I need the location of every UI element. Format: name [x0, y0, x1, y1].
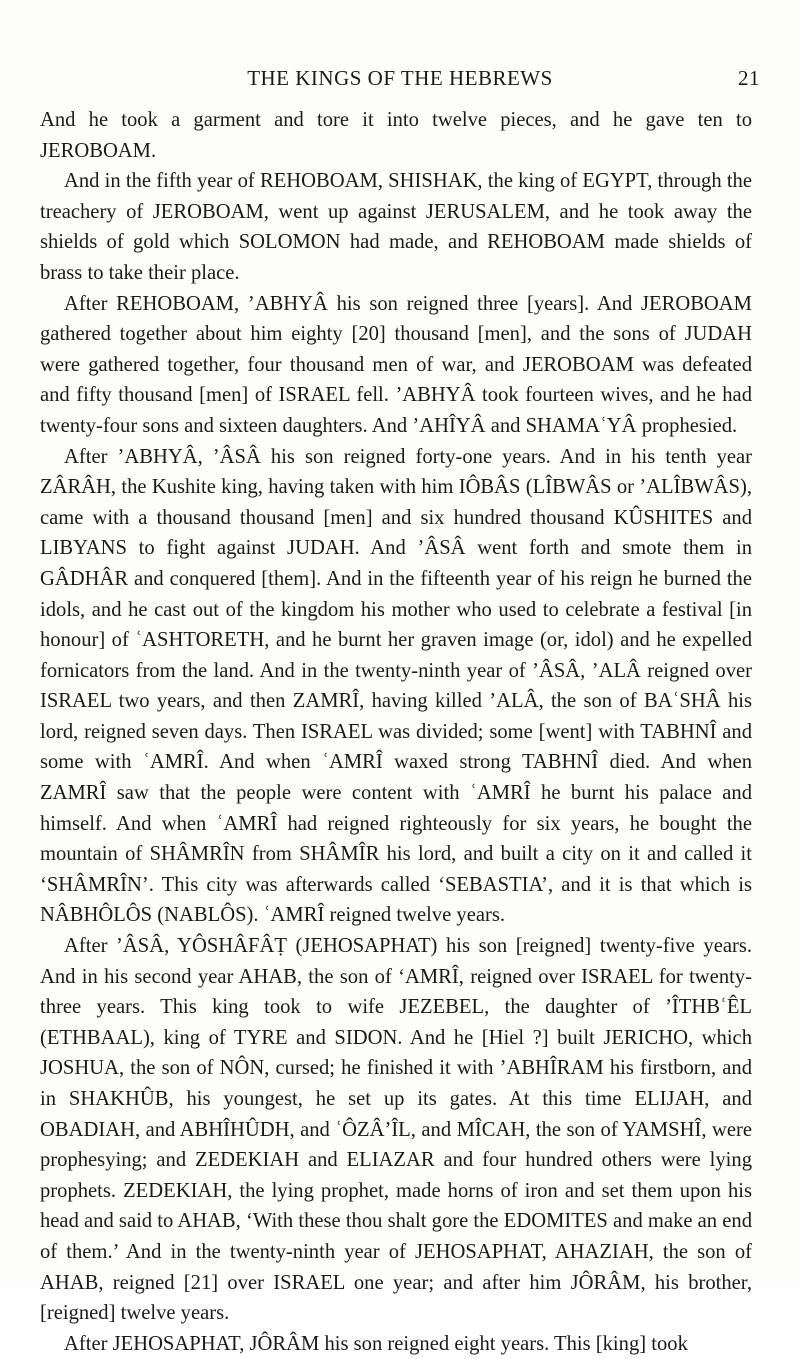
paragraph-5: After ’ÂSÂ, YÔSHÂFÂṬ (JEHOSAPHAT) his son [reigned] twenty-five years. And in his second year AHAB, the son of ‘AMRÎ, reigned over ISRAEL for twenty-three years. This king took to wife JEZEBEL, the daughter of ’ÎTHBʿÊL (ETHBAAL), king of TYRE and SIDON. And he [Hiel ?] built JERICHO, which JOSHUA, the son of NÔN, cursed; he finished it with ’ABHÎRAM his firstborn, and in SHAKHÛB, his youngest, he set up its gates. At this time ELIJAH, and OBADIAH, and ABHÎHÛDH, and ʿÔZÂ’ÎL, and MÎCAH, the son of YAMSHÎ, were prophesying; and ZEDEKIAH and ELIAZAR and four hundred others were lying prophets. ZEDEKIAH, the lying prophet, made horns of iron and set them upon his head and said to AHAB, ‘With these thou shalt gore the EDOMITES and make an end of them.’ And in the twenty-ninth year of JEHOSAPHAT, AHAZIAH, the son of AHAB, reigned [21] over ISRAEL one year; and after him JÔRÂM, his brother, [reigned] twelve years. — [40, 935, 752, 1325]
body-text — [40, 105, 752, 1359]
running-header — [40, 66, 760, 96]
page-number: 21 — [738, 66, 760, 90]
running-title: THE KINGS OF THE HEBREWS — [247, 66, 553, 90]
paragraph-1: And he took a garment and tore it into twelve pieces, and he gave ten to JEROBOAM. — [40, 109, 752, 162]
paragraph-4: After ’ABHYÂ, ’ÂSÂ his son reigned forty-one years. And in his tenth year ZÂRÂH, the Kushite king, having taken with him IÔBÂS (LÎBWÂS or ’ALÎBWÂS), came with a thousand thousand [men] and six hundred thousand KÛSHITES and LIBYANS to fight against JUDAH. And ’ÂSÂ went forth and smote them in GÂDHÂR and conquered [them]. And in the fifteenth year of his reign he burned the idols, and he cast out of the kingdom his mother who used to celebrate a festival [in honour] of ʿASHTORETH, and he burnt her graven image (or, idol) and he expelled fornicators from the land. And in the twenty-ninth year of ’ÂSÂ, ’ALÂ reigned over ISRAEL two years, and then ZAMRÎ, having killed ’ALÂ, the son of BAʿSHÂ his lord, reigned seven days. Then ISRAEL was divided; some [went] with TABHNÎ and some with ʿAMRÎ. And when ʿAMRÎ waxed strong TABHNÎ died. And when ZAMRÎ saw that the people were content with ʿAMRÎ he burnt his palace and himself. And when ʿAMRÎ had reigned righteously for six years, he bought the mountain of SHÂMRÎN from SHÂMÎR his lord, and built a city on it and called it ‘SHÂMRÎN’. This city was afterwards called ‘SEBASTIA’, and it is that which is NÂBHÔLÔS (NABLÔS). ʿAMRÎ reigned twelve years. — [40, 445, 752, 927]
paragraph-2: And in the fifth year of REHOBOAM, SHISHAK, the king of EGYPT, through the treachery of JEROBOAM, went up against JERUSALEM, and he took away the shields of gold which SOLOMON had made, and REHOBOAM made shields of brass to take their place. — [40, 170, 752, 284]
paragraph-3: After REHOBOAM, ’ABHYÂ his son reigned three [years]. And JEROBOAM gathered together about him eighty [20] thousand [men], and the sons of JUDAH were gathered together, four thousand men of war, and JEROBOAM was defeated and fifty thousand [men] of ISRAEL fell. ’ABHYÂ took fourteen wives, and he had twenty-four sons and sixteen daughters. And ’AHÎYÂ and SHAMAʿYÂ prophesied. — [40, 292, 752, 437]
paragraph-6: After JEHOSAPHAT, JÔRÂM his son reigned eight years. This [king] took — [64, 1332, 688, 1355]
